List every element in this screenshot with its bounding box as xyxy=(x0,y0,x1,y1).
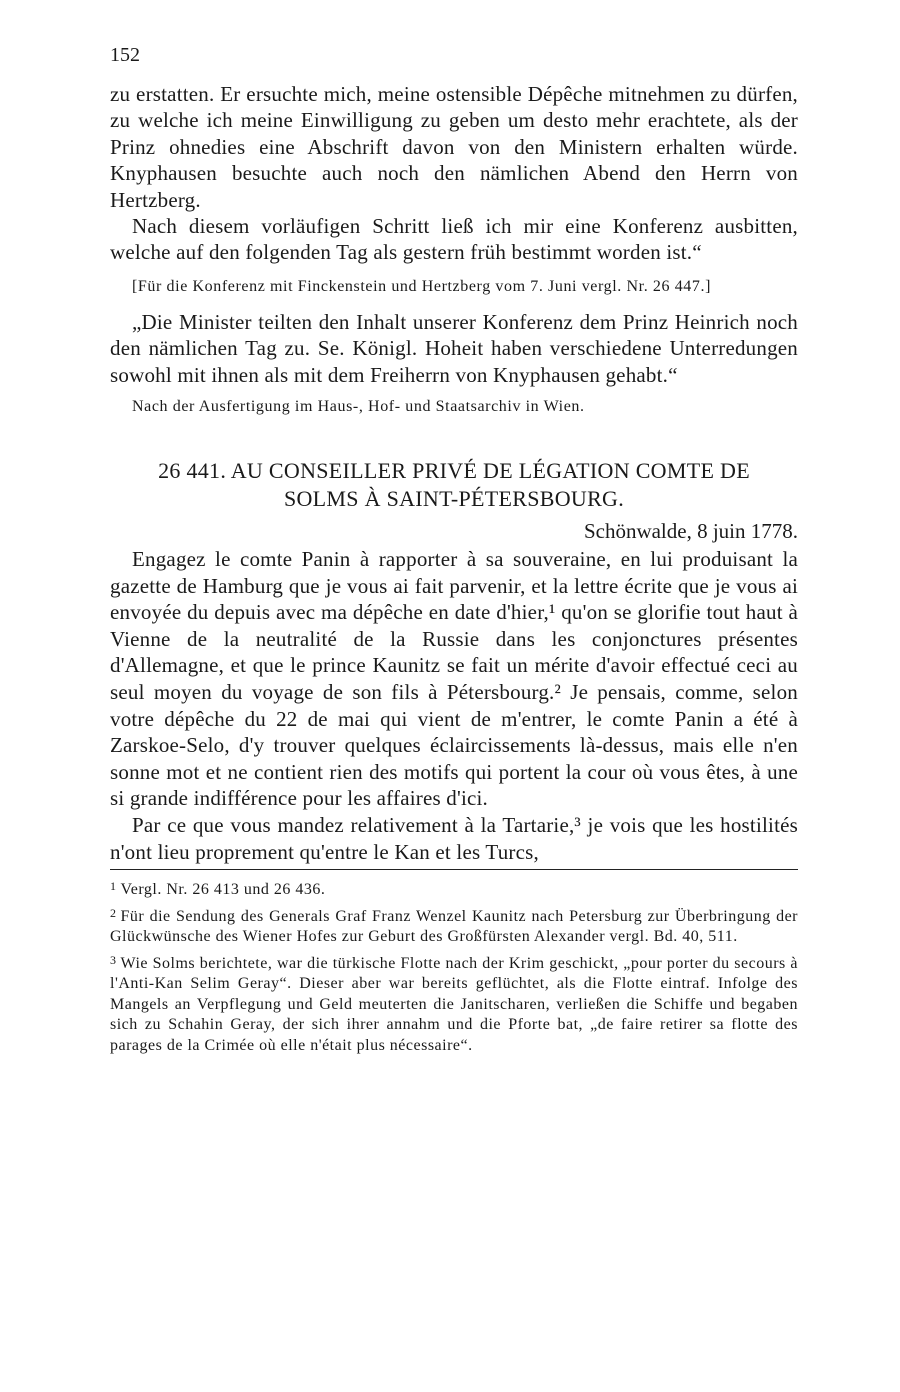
editorial-note: [Für die Konferenz mit Finckenstein und Hertzberg vom 7. Juni vergl. Nr. 26 447.] xyxy=(132,277,712,295)
footnote xyxy=(110,876,798,901)
dateline: Schönwalde, 8 juin 1778. xyxy=(583,519,798,544)
letter-paragraph: Par ce que vous mandez relativement à la Tartarie,³ je vois que les hostilités n'ont lieu proprement qu'entre le Kan et les Turcs, xyxy=(110,813,798,864)
footnote xyxy=(110,903,798,948)
document-page xyxy=(110,44,798,1056)
footnote-divider xyxy=(110,869,798,870)
paragraph-continuation: zu erstatten. Er ersuchte mich, meine ostensible Dépêche mitnehmen zu dürfen, zu welche ich meine Einwilligung zu geben um desto mehr erachtete, als der Prinz ohnedies eine Abschrift davon von den Ministern erhalten würde. Knyphausen besuchte auch noch den nämlichen Abend den Herrn von Hertzberg. xyxy=(110,82,798,212)
letter-paragraph: Engagez le comte Panin à rapporter à sa souveraine, en lui produisant la gazette de Hamburg que je vous ai fait parvenir, et la lettre écrite que je vous ai envoyée du depuis avec ma dépêche en date d'hier,¹ qu'on se glorifie tout haut à Vienne de la neutralité de la Russie dans les conjonctures présentes d'Allemagne, et que le prince Kaunitz se fait un mérite d'avoir effectué ceci au seul moyen du voyage de son fils à Pétersbourg.² Je pensais, comme, selon votre dépêche du 22 de mai qui vient de m'entrer, le comte Panin a été à Zarskoe-Selo, d'y trouver quelques éclaircissements là-dessus, mais elle n'en sonne mot et ne contient rien des motifs qui portent la cour où vous êtes, à une si grande indifférence pour les affaires d'ici. xyxy=(110,547,798,811)
footnote-text: Vergl. Nr. 26 413 und 26 436. xyxy=(120,881,326,899)
footnote-mark: 3 xyxy=(110,952,117,967)
letter-heading xyxy=(110,457,798,513)
heading-line-2: SOLMS À SAINT-PÉTERSBOURG. xyxy=(283,486,625,512)
footnote xyxy=(110,950,798,1057)
footnote-text: Für die Sendung des Generals Graf Franz Wenzel Kaunitz nach Petersburg zur Überbringung der Glückwünsche des Wiener Hofes zur Geburt des Großfürsten Alexander vergl. Bd. 40, 511. xyxy=(110,907,798,946)
source-note: Nach der Ausfertigung im Haus-, Hof- und Staatsarchiv in Wien. xyxy=(132,398,585,416)
footnote-text: Wie Solms berichtete, war die türkische Flotte nach der Krim geschickt, „pour porter du secours à l'Anti-Kan Selim Geray“. Dieser aber war bereits geflüchtet, als die Flotte eintraf. Infolge des Mangels an Verpflegung und Geld meuterten die Janitscharen, verließen die Schiffe und begaben sich zu Schahin Geray, der sich ihrer annahm und die Pforte bat, „de faire retirer sa flotte des parages de la Crimée où elle n'était plus nécessaire“. xyxy=(110,954,798,1054)
page-number: 152 xyxy=(110,44,140,66)
paragraph-conference: Nach diesem vorläufigen Schritt ließ ich mir eine Konferenz ausbitten, welche auf den folgenden Tag als gestern früh bestimmt worden ist.“ xyxy=(110,214,798,265)
footnotes xyxy=(110,876,798,1056)
footnote-mark: 2 xyxy=(110,905,117,920)
heading-line-1: 26 441. AU CONSEILLER PRIVÉ DE LÉGATION COMTE DE xyxy=(158,458,750,484)
footnote-mark: 1 xyxy=(110,879,117,894)
quote-paragraph: „Die Minister teilten den Inhalt unserer Konferenz dem Prinz Heinrich noch den nämlichen Tag zu. Se. Königl. Hoheit haben verschiedene Unterredungen sowohl mit ihnen als mit dem Freiherrn von Knyphausen gehabt.“ xyxy=(110,309,798,387)
